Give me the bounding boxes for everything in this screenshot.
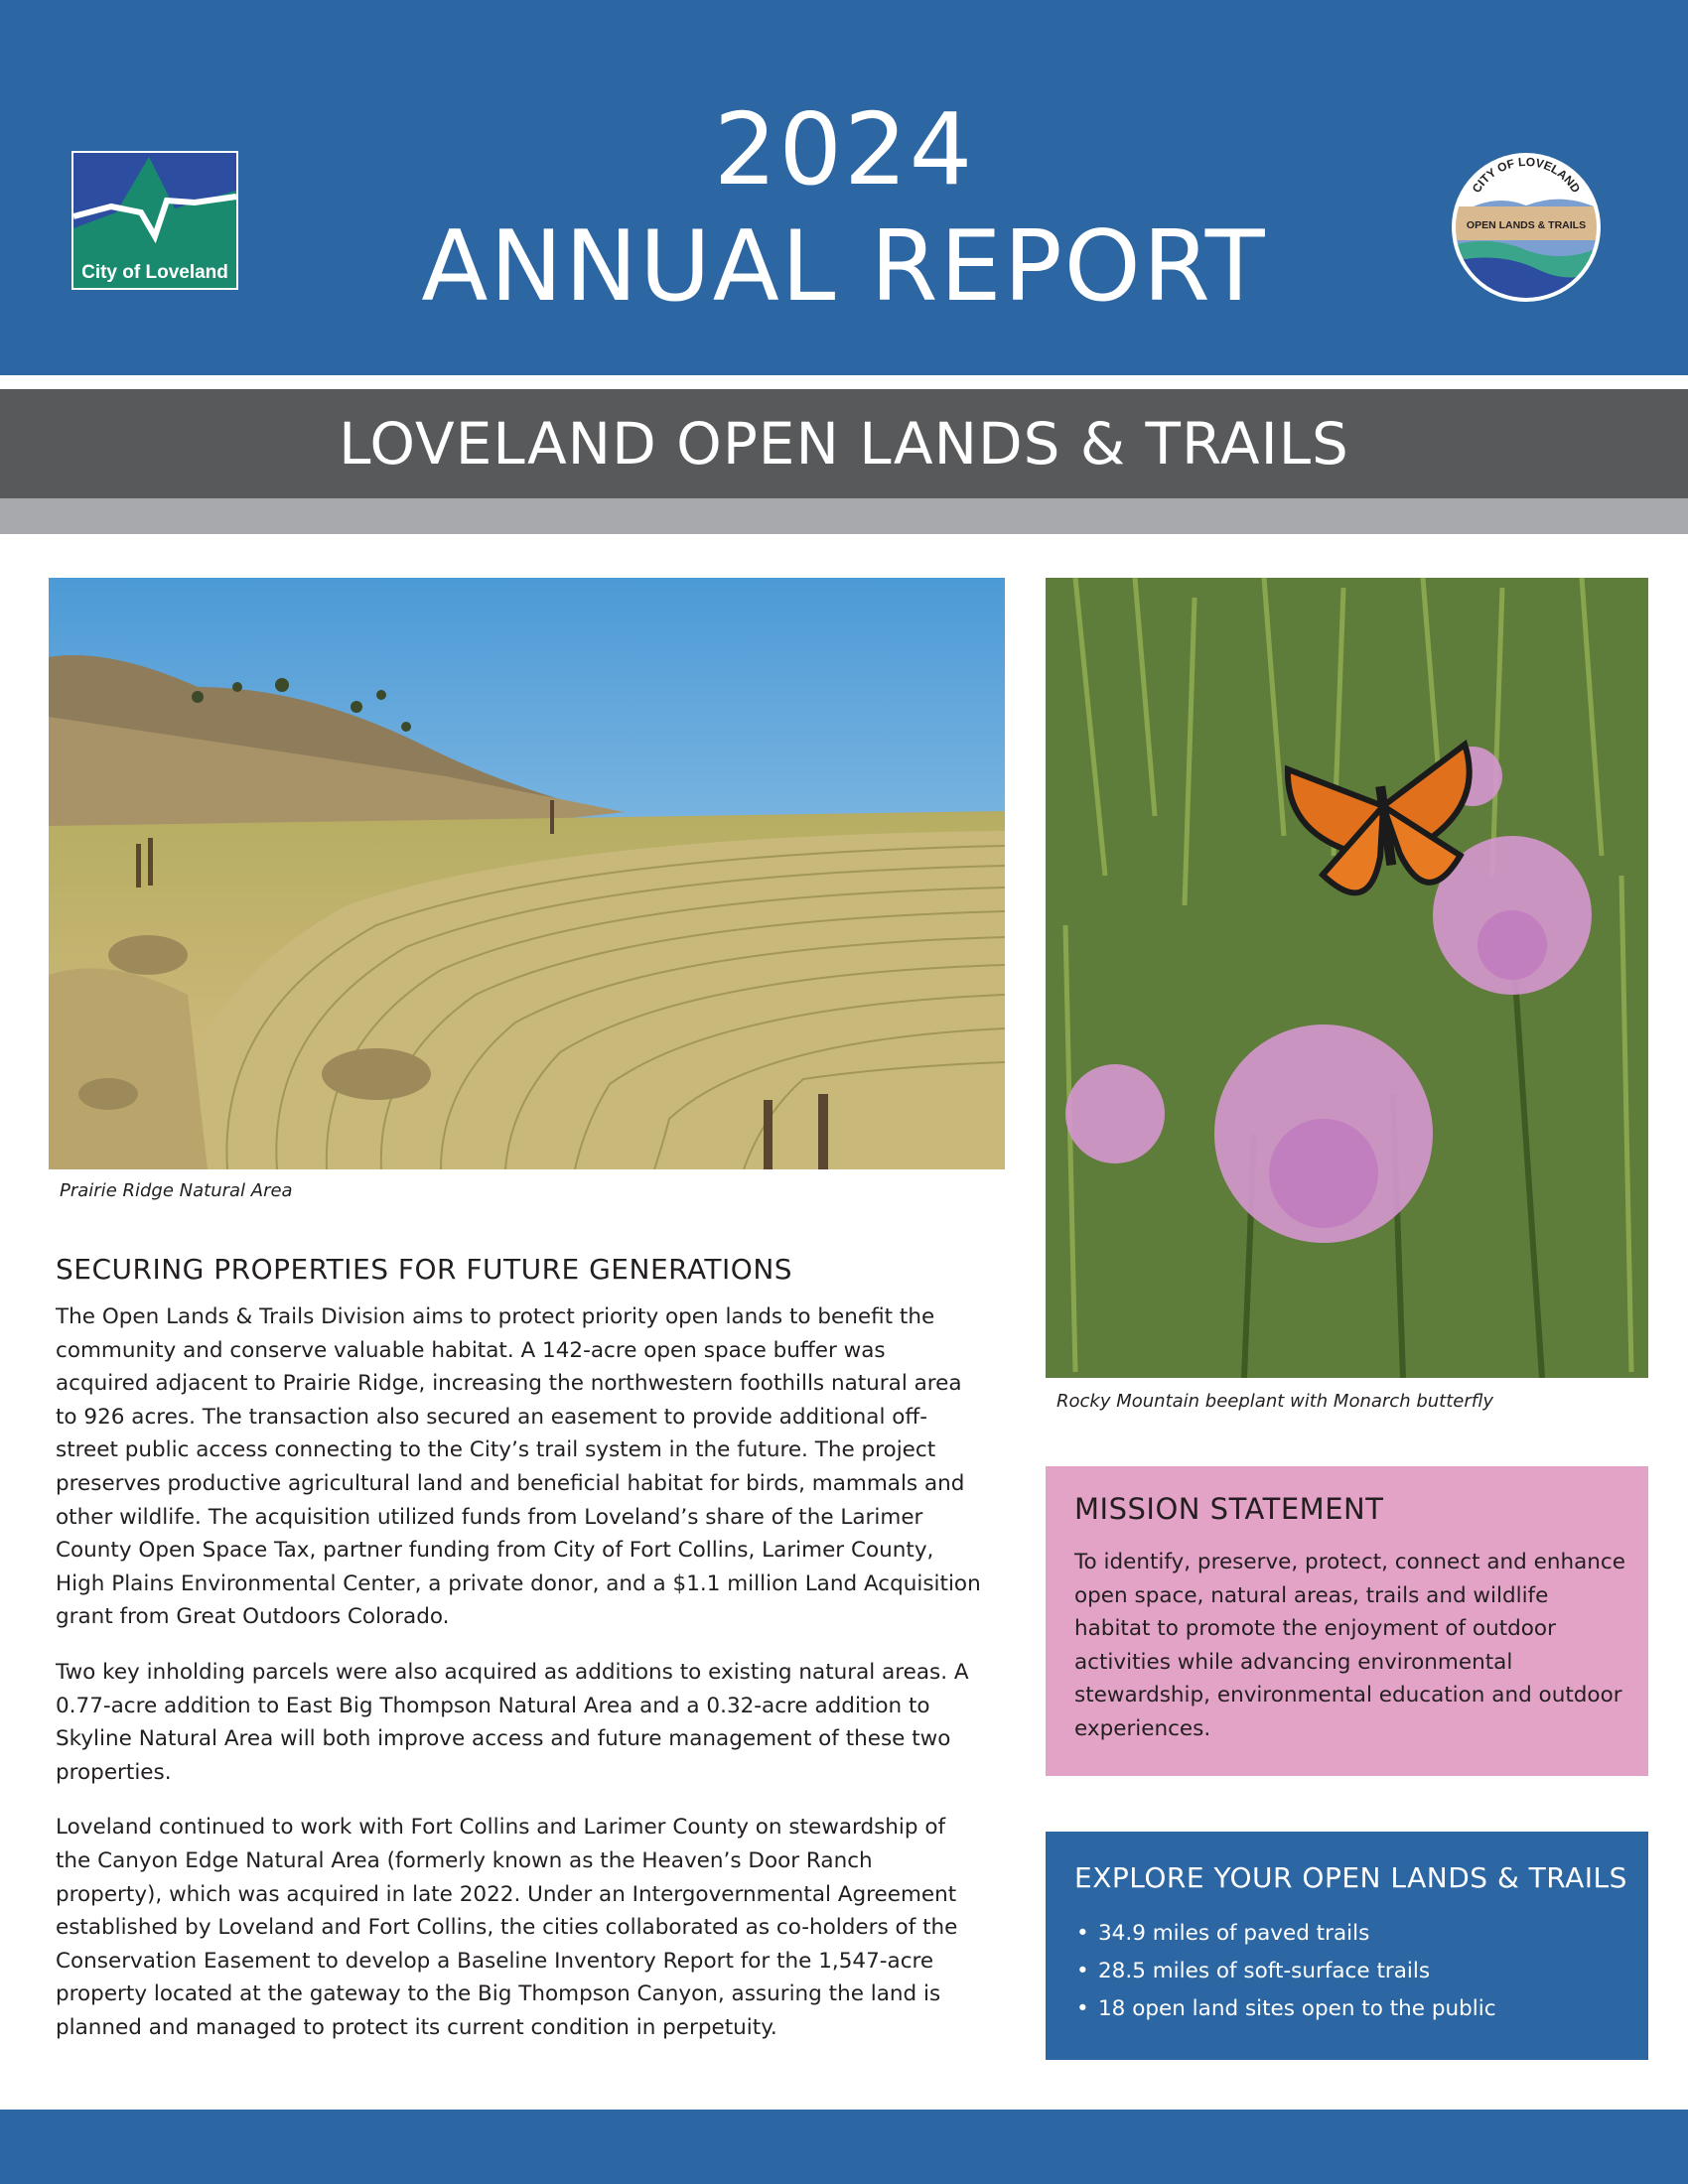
circle-seal-logo-icon [1450,151,1603,304]
subtitle-stripe [0,498,1688,534]
section-heading: SECURING PROPERTIES FOR FUTURE GENERATIONS [56,1253,793,1286]
beeplant-butterfly-photo [1046,578,1648,1378]
report-title: ANNUAL REPORT [421,210,1267,324]
photo-caption: Rocky Mountain beeplant with Monarch butterfly [1056,1391,1494,1412]
photo-caption: Prairie Ridge Natural Area [60,1180,293,1201]
logo-caption: City of Loveland [81,262,228,283]
list-item: • 34.9 miles of paved trails [1074,1915,1496,1953]
explore-list [1074,1915,1496,2028]
explore-box [1046,1832,1648,2060]
body-paragraph: Loveland continued to work with Fort Collins and Larimer County on stewardship of the Canyon Edge Natural Area (formerly known as the Heaven’s Door Ranch property), which was acquired in late 2022. Under an Intergovernmental Agreement established by Loveland and Fort Collins, the cities collaborated as co-holders of the Conservation Easement to develop a Baseline Inventory Report for the 1,547-acre property located at the gateway to the Big Thompson Canyon, assuring the land is planned and managed to protect its current condition in perpetuity. [56,1815,958,2040]
mission-text: To identify, preserve, protect, connect and enhance open space, natural areas, trails and wildlife habitat to promote the enjoyment of outdoor activities while advancing environmental stewardship, environmental education and outdoor experiences. [1074,1550,1625,1741]
list-item: • 28.5 miles of soft-surface trails [1074,1953,1496,1990]
report-year: 2024 [713,91,975,207]
body-paragraph: Two key inholding parcels were also acquired as additions to existing natural areas. A 0.77-acre addition to East Big Thompson Natural Area and a 0.32-acre addition to Skyline Natural Area will both improve access and future management of these two properties. [56,1659,969,1785]
body-paragraph: The Open Lands & Trails Division aims to protect priority open lands to benefit the community and conserve valuable habitat. A 142-acre open space buffer was acquired adjacent to Prairie Ridge, increasing the northwestern foothills natural area to 926 acres. The transaction also secured an easement to provide additional off-street public access connecting to the City’s trail system in the future. The project preserves productive agricultural land and beneficial habitat for birds, mammals and other wildlife. The acquisition utilized funds from Loveland’s share of the Larimer County Open Space Tax, partner funding from City of Fort Collins, Larimer County, High Plains Environmental Center, a private donor, and a $1.1 million Land Acquisition grant from Great Outdoors Colorado. [56,1304,981,1630]
body-text-column [56,1300,984,2066]
mission-heading: MISSION STATEMENT [1074,1492,1384,1526]
seal-top-text: CITY OF LOVELAND [1469,154,1584,196]
list-item: • 18 open land sites open to the public [1074,1990,1496,2028]
landscape-image-icon [49,578,1005,1169]
open-lands-trails-logo [1450,151,1603,304]
explore-heading: EXPLORE YOUR OPEN LANDS & TRAILS [1074,1861,1627,1894]
page-subtitle: LOVELAND OPEN LANDS & TRAILS [339,410,1349,478]
footer-bar [0,2110,1688,2184]
seal-banner-text: OPEN LANDS & TRAILS [1466,219,1587,231]
flower-image-icon [1046,578,1648,1378]
prairie-ridge-photo [49,578,1005,1169]
mission-statement-box [1046,1466,1648,1776]
header-banner [0,0,1688,375]
